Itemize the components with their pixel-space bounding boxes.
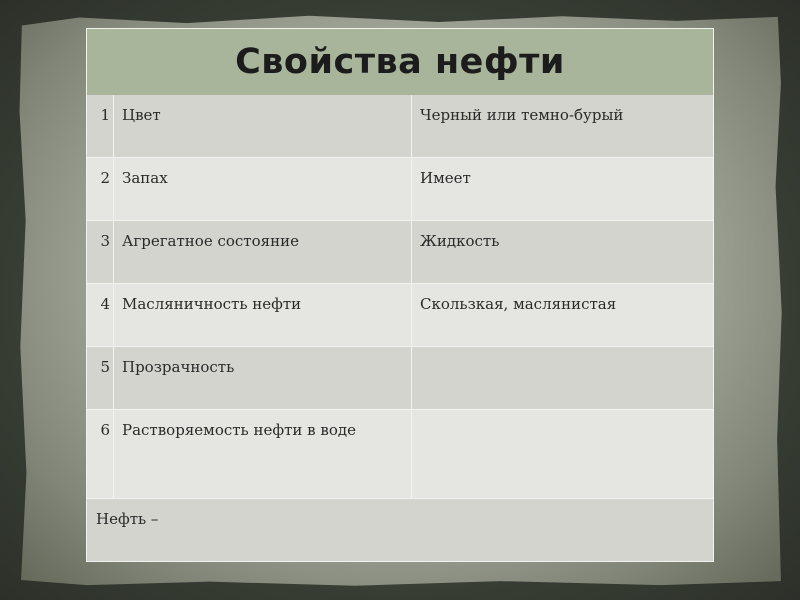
properties-table	[86, 28, 714, 562]
table-row	[87, 221, 713, 284]
table-row	[87, 347, 713, 410]
row-value: Имеет	[420, 169, 471, 187]
table-row	[87, 95, 713, 158]
row-value	[412, 347, 713, 409]
row-property: Растворяемость нефти в воде	[114, 410, 412, 498]
table-row	[87, 158, 713, 221]
footer-text: Нефть –	[96, 510, 159, 528]
row-number: 6	[87, 410, 114, 498]
row-number: 2	[87, 158, 114, 220]
table-header	[87, 29, 713, 96]
row-property: Масляничность нефти	[114, 284, 412, 346]
row-number: 1	[87, 95, 114, 157]
row-number: 3	[87, 221, 114, 283]
table-title: Свойства нефти	[235, 42, 565, 82]
row-number: 4	[87, 284, 114, 346]
table-row	[87, 410, 713, 499]
row-property: Запах	[114, 158, 412, 220]
row-value: Жидкость	[420, 232, 500, 250]
row-number: 5	[87, 347, 114, 409]
table-footer-row	[87, 499, 713, 561]
row-value: Скользкая, маслянистая	[420, 295, 617, 313]
table-row	[87, 284, 713, 347]
row-property: Агрегатное состояние	[114, 221, 412, 283]
row-property: Цвет	[114, 95, 412, 157]
row-value	[412, 410, 713, 498]
row-value: Черный или темно-бурый	[420, 106, 624, 124]
row-property: Прозрачность	[114, 347, 412, 409]
